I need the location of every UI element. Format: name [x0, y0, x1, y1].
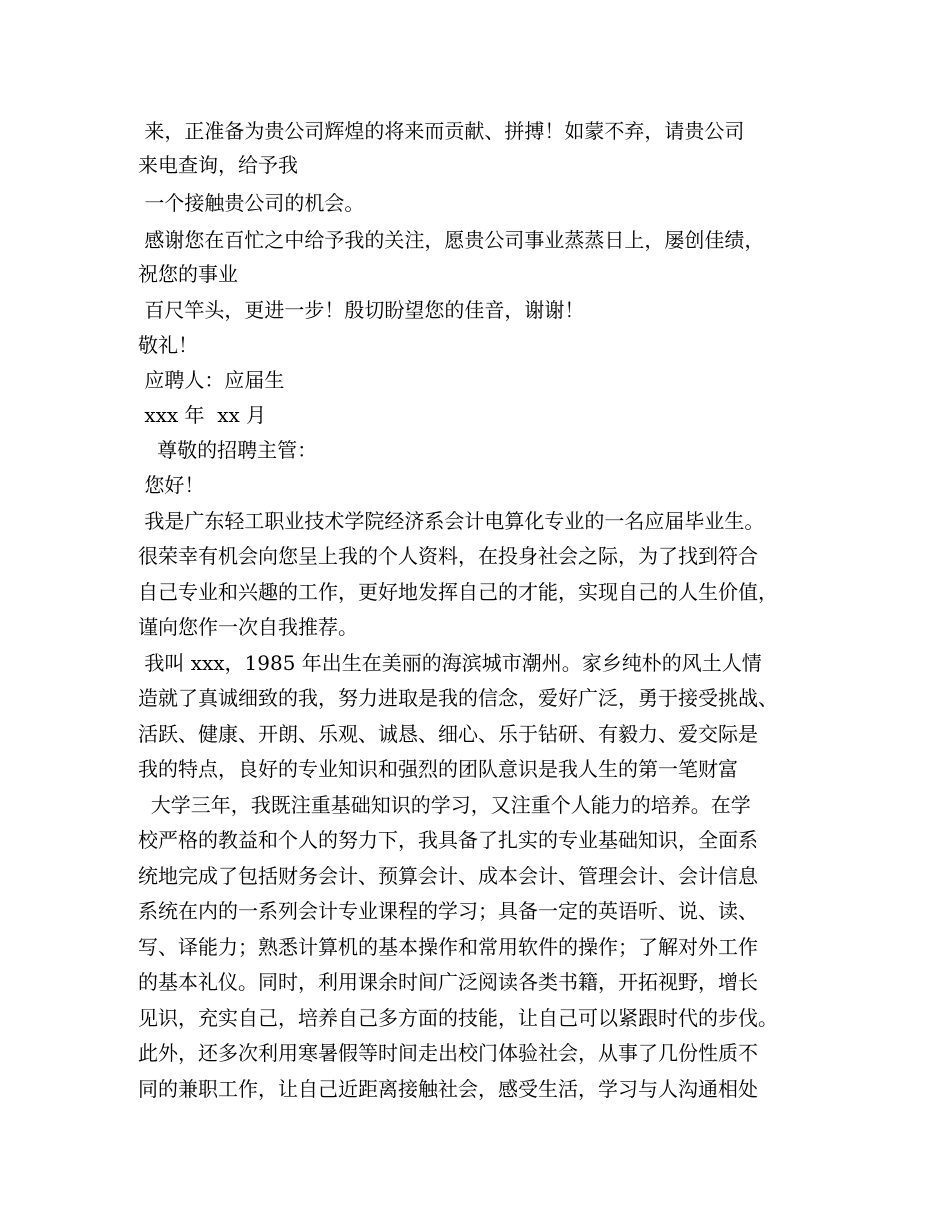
- text-line: 您好！: [138, 473, 205, 497]
- text-line: 写、译能力；熟悉计算机的基本操作和常用软件的操作；了解对外工作: [138, 935, 758, 959]
- text-line: 统地完成了包括财务会计、预算会计、成本会计、管理会计、会计信息: [138, 864, 758, 888]
- text-line: 应聘人：应届生: [138, 368, 285, 392]
- text-line: 大学三年，我既注重基础知识的学习，又注重个人能力的培养。在学: [138, 793, 751, 817]
- text-line: 的基本礼仪。同时，利用课余时间广泛阅读各类书籍，开拓视野，增长: [138, 970, 758, 994]
- text-line: 很荣幸有机会向您呈上我的个人资料，在投身社会之际，为了找到符合: [138, 544, 758, 568]
- text-line: 活跃、健康、开朗、乐观、诚恳、细心、乐于钻研、有毅力、爱交际是: [138, 722, 758, 746]
- text-line: 敬礼！: [138, 333, 198, 357]
- text-line: 此外，还多次利用寒暑假等时间走出校门体验社会，从事了几份性质不: [138, 1041, 758, 1065]
- text-line: 自己专业和兴趣的工作，更好地发挥自己的才能，实现自己的人生价值，: [138, 580, 778, 604]
- text-line: 尊敬的招聘主管：: [138, 438, 318, 462]
- text-line: 我的特点，良好的专业知识和强烈的团队意识是我人生的第一笔财富: [138, 757, 738, 781]
- text-line: 见识，充实自己，培养自己多方面的技能，让自己可以紧跟时代的步伐。: [138, 1006, 778, 1030]
- text-line: 来，正准备为贵公司辉煌的将来而贡献、拼搏！如蒙不弃，请贵公司: [138, 119, 745, 143]
- text-line: 百尺竿头，更进一步！殷切盼望您的佳音，谢谢！: [138, 298, 585, 322]
- text-line: 系统在内的一系列会计专业课程的学习；具备一定的英语听、说、读、: [138, 899, 758, 923]
- text-line: 同的兼职工作，让自己近距离接触社会，感受生活，学习与人沟通相处: [138, 1077, 758, 1101]
- text-line: xxx 年 xx 月: [138, 403, 267, 427]
- text-line: 我叫 xxx，1985 年出生在美丽的海滨城市潮州。家乡纯朴的风土人情: [138, 651, 762, 675]
- text-line: 祝您的事业: [138, 262, 238, 286]
- text-line: 校严格的教益和个人的努力下，我具备了扎实的专业基础知识，全面系: [138, 828, 758, 852]
- text-line: 一个接触贵公司的机会。: [138, 191, 365, 215]
- text-line: 谨向您作一次自我推荐。: [138, 615, 358, 639]
- text-line: 来电查询，给予我: [138, 153, 298, 177]
- text-line: 我是广东轻工职业技术学院经济系会计电算化专业的一名应届毕业生。: [138, 509, 765, 533]
- text-line: 感谢您在百忙之中给予我的关注，愿贵公司事业蒸蒸日上，屡创佳绩，: [138, 228, 765, 252]
- text-line: 造就了真诚细致的我，努力进取是我的信念，爱好广泛，勇于接受挑战、: [138, 686, 778, 710]
